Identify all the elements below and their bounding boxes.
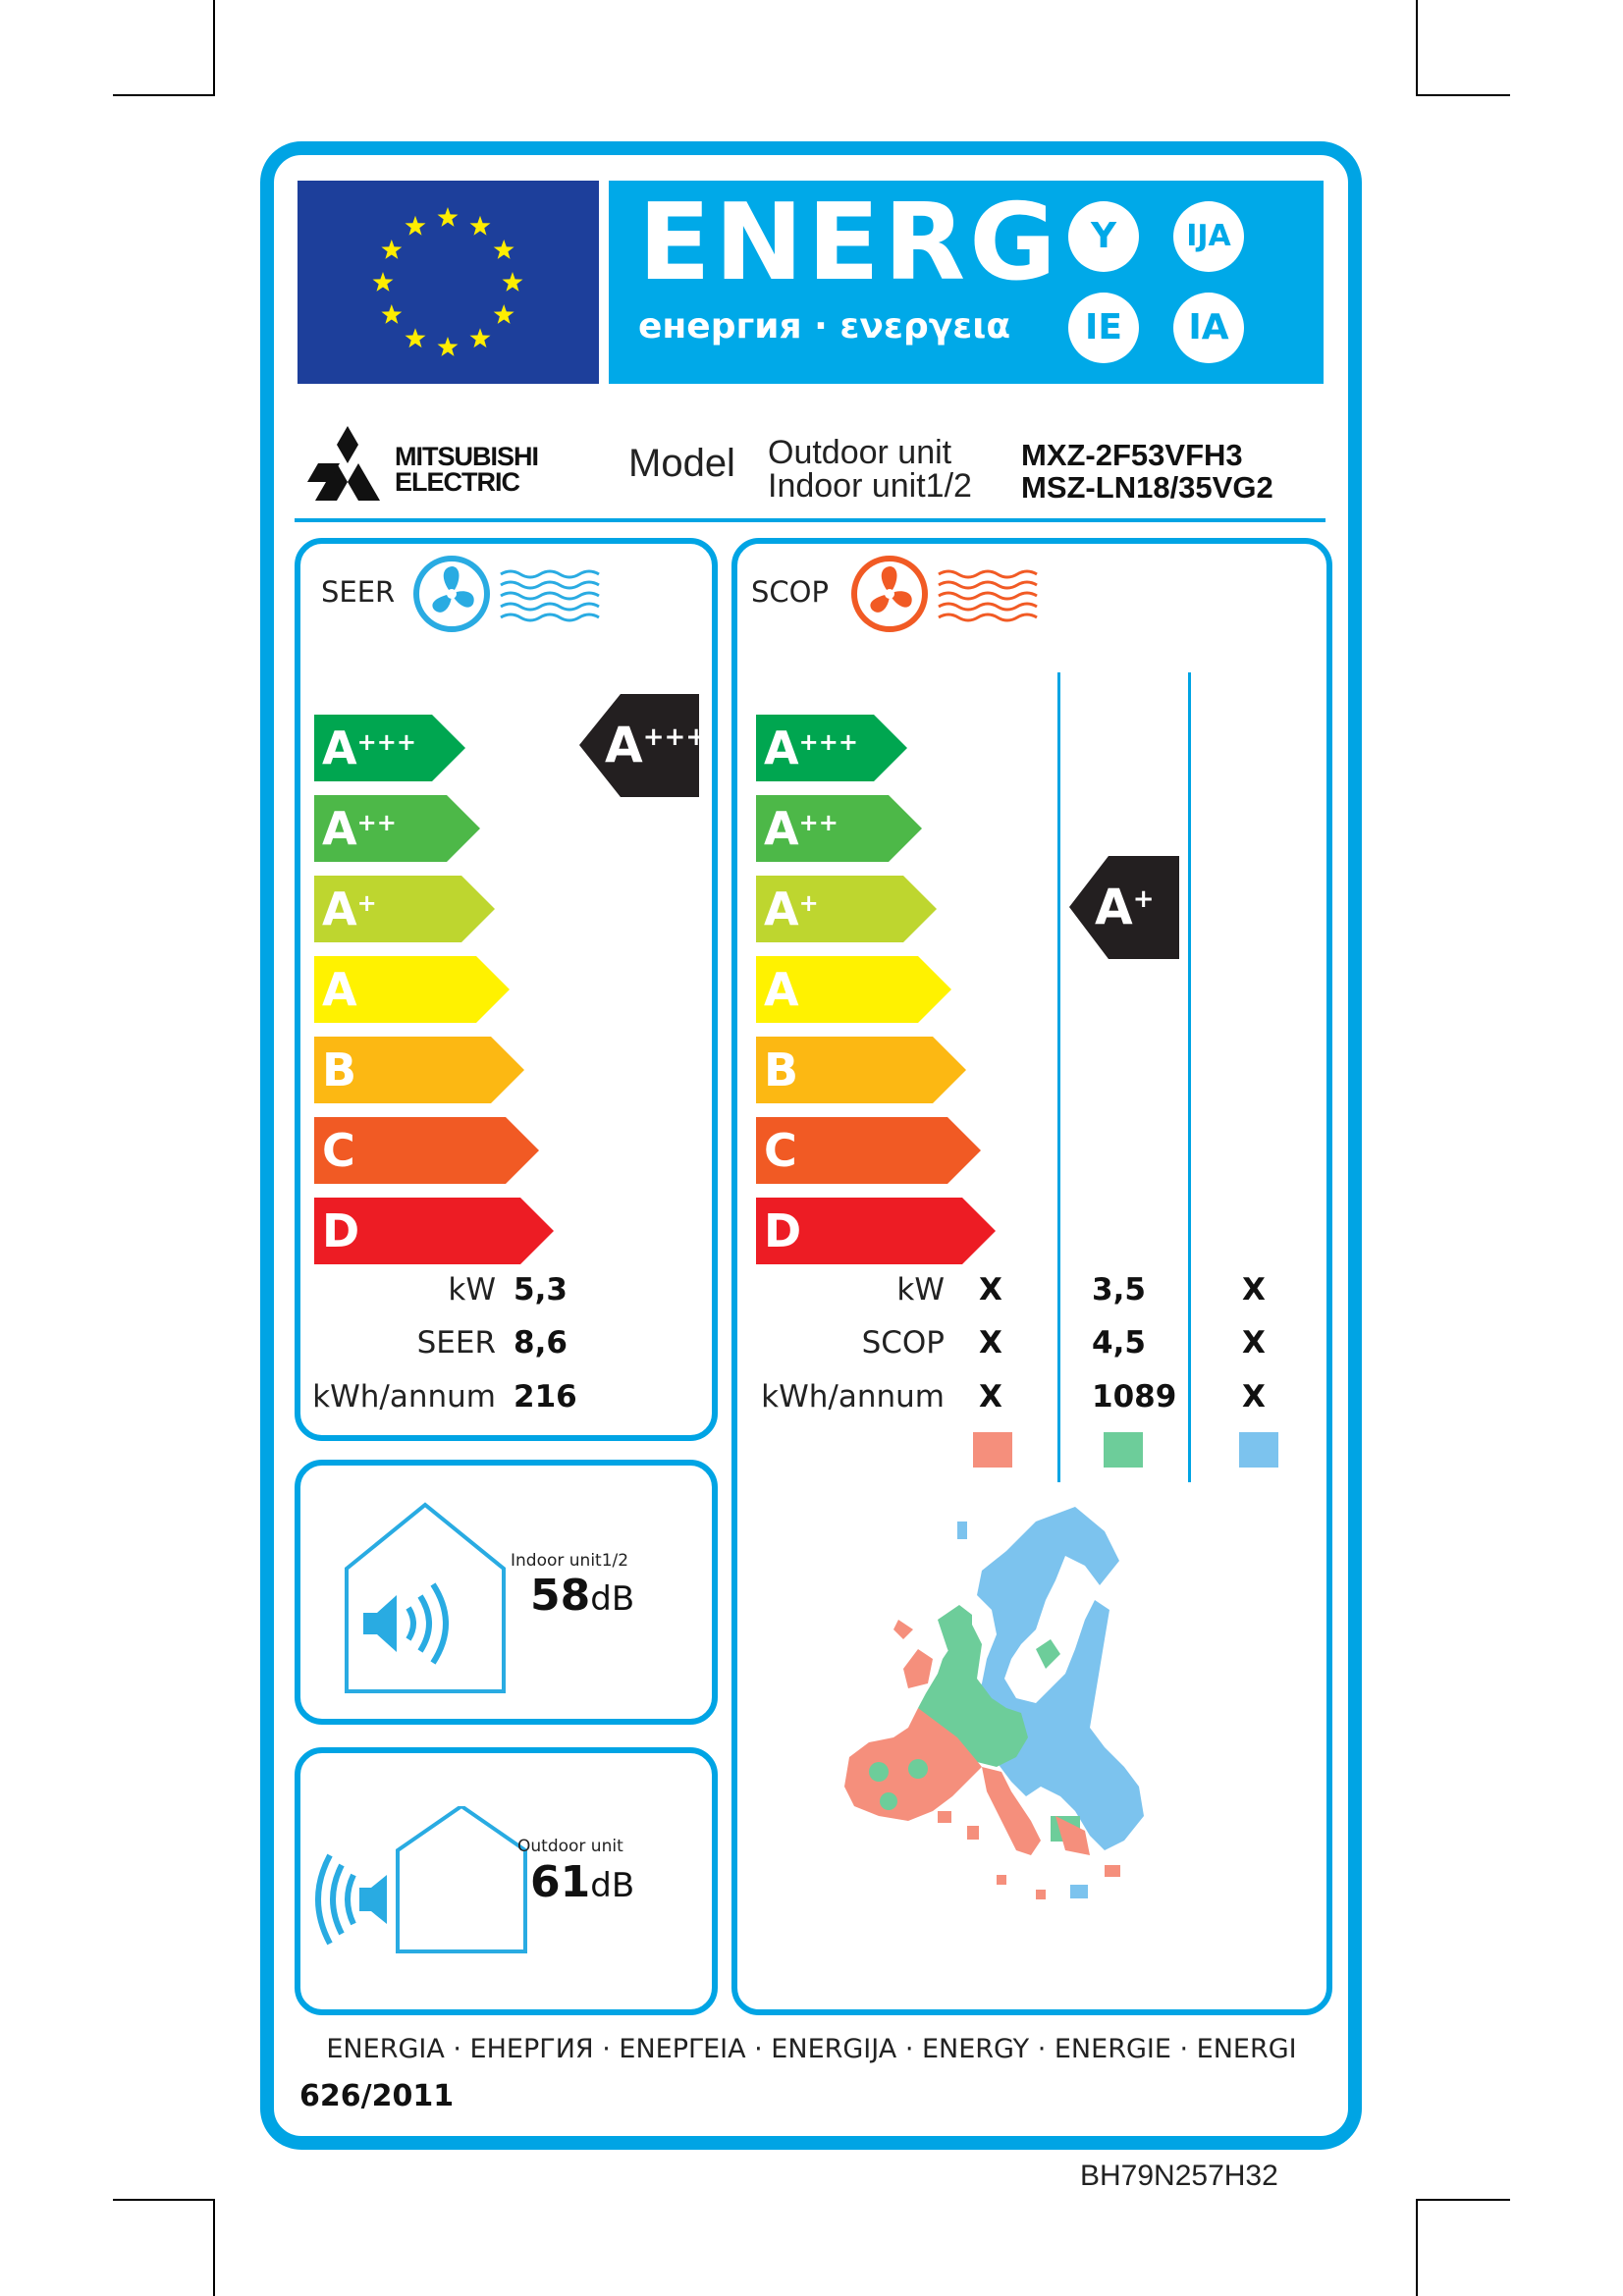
seer-class-base: A	[605, 717, 643, 774]
seer-scale-bar	[314, 715, 465, 781]
eu-star-icon	[470, 216, 491, 236]
eu-star-icon	[406, 216, 426, 236]
seer-scale-bar	[314, 956, 510, 1023]
scop-scale-bar	[756, 956, 951, 1023]
scop-class-base: A	[1095, 879, 1133, 935]
heat-row-value: X	[1242, 1325, 1266, 1361]
scop-scale-label: A	[764, 963, 799, 1016]
cool-row-label: kWh/annum	[312, 1379, 496, 1415]
heat-row-label: kW	[896, 1272, 945, 1308]
heat-row-value: X	[979, 1325, 1002, 1361]
crop-mark	[1416, 2199, 1418, 2296]
suffix-bubble: IJA	[1173, 201, 1244, 272]
indoor-noise-label: Indoor unit1/2	[511, 1551, 629, 1571]
heat-row-label: kWh/annum	[761, 1379, 945, 1415]
heat-row-value: 1089	[1092, 1379, 1177, 1415]
scop-scale-bar	[756, 795, 922, 862]
heat-row-label: SCOP	[861, 1325, 945, 1361]
seer-scale-bar	[314, 1117, 539, 1184]
seer-scale-label: D	[322, 1204, 360, 1257]
eu-star-icon	[373, 272, 394, 292]
scop-scale-bar	[756, 715, 907, 781]
fan-heating-icon	[850, 553, 1042, 639]
cool-row-label: kW	[448, 1272, 496, 1308]
outdoor-noise-unit: dB	[590, 1866, 635, 1905]
outdoor-model: MXZ-2F53VFH3	[1021, 438, 1243, 472]
scop-title: SCOP	[751, 575, 829, 609]
eu-star-icon	[381, 240, 402, 259]
heat-row-value: X	[979, 1379, 1002, 1415]
heat-row-value: X	[1242, 1272, 1266, 1308]
crop-mark	[1416, 0, 1418, 96]
cool-row-label: SEER	[416, 1325, 496, 1361]
brand-line1: MITSUBISHI	[395, 442, 539, 471]
crop-mark	[113, 2199, 215, 2201]
scop-scale-bar	[756, 876, 937, 942]
suffix-bubble: IE	[1068, 293, 1139, 363]
column-divider	[1188, 672, 1191, 1482]
scop-scale-label: C	[764, 1124, 797, 1177]
scop-scale-label: A++	[764, 802, 839, 855]
indoor-noise-unit: dB	[590, 1579, 635, 1619]
indoor-unit-label: Indoor unit1/2	[768, 467, 972, 505]
scop-scale-label: D	[764, 1204, 802, 1257]
cool-row-value: 8,6	[514, 1325, 568, 1361]
outdoor-noise-value	[530, 1857, 634, 1907]
scop-scale-label: A+	[764, 882, 819, 935]
scop-scale-label: A+++	[764, 721, 858, 774]
heat-row-value: 4,5	[1092, 1325, 1146, 1361]
seer-scale-label: A+++	[322, 721, 416, 774]
outdoor-noise-label: Outdoor unit	[517, 1837, 623, 1856]
eu-star-icon	[470, 328, 491, 347]
scop-scale-bar	[756, 1117, 981, 1184]
crop-mark	[113, 94, 215, 96]
cool-row-value: 216	[514, 1379, 577, 1415]
seer-scale-label: B	[322, 1043, 357, 1096]
seer-scale-label: A	[322, 963, 357, 1016]
model-label: Model	[628, 442, 735, 485]
heat-row-value: 3,5	[1092, 1272, 1146, 1308]
seer-scale-label: A+	[322, 882, 377, 935]
suffix-bubble: IA	[1173, 293, 1244, 363]
scop-scale-bar	[756, 1037, 966, 1103]
seer-scale-bar	[314, 1037, 524, 1103]
seer-class-sup: +++	[642, 722, 708, 752]
indoor-noise-value	[530, 1571, 634, 1621]
outdoor-house-speaker-icon	[314, 1806, 530, 1957]
seer-scale-label: C	[322, 1124, 355, 1177]
energy-subtitle: енергия · ενεργεια	[638, 306, 1011, 347]
scop-scale-label: B	[764, 1043, 799, 1096]
scop-class-sup: +	[1132, 884, 1155, 914]
indoor-noise-number: 58	[530, 1571, 591, 1621]
outdoor-noise-number: 61	[530, 1857, 591, 1907]
brand-line2: ELECTRIC	[395, 467, 519, 497]
eu-star-icon	[494, 304, 514, 324]
seer-class-indicator	[579, 694, 708, 797]
eu-star-icon	[438, 207, 459, 227]
crop-mark	[213, 2199, 215, 2296]
eu-flag-icon	[298, 181, 599, 384]
seer-title: SEER	[321, 575, 396, 609]
indoor-model: MSZ-LN18/35VG2	[1021, 470, 1273, 505]
scop-class-indicator	[1069, 856, 1179, 959]
header-divider	[295, 518, 1325, 522]
zone-colder-swatch	[973, 1432, 1012, 1468]
seer-scale-bar	[314, 876, 495, 942]
seer-scale-bar	[314, 1198, 554, 1264]
crop-mark	[1416, 2199, 1510, 2201]
eu-star-icon	[406, 328, 426, 347]
crop-mark	[1416, 94, 1510, 96]
zone-warmer-swatch	[1239, 1432, 1278, 1468]
crop-mark	[213, 0, 215, 96]
suffix-bubble: Y	[1068, 201, 1139, 272]
heat-row-value: X	[1242, 1379, 1266, 1415]
eu-star-icon	[438, 337, 459, 356]
fan-cooling-icon	[412, 553, 604, 639]
label-code: BH79N257H32	[1080, 2160, 1278, 2192]
seer-scale-label: A++	[322, 802, 397, 855]
zone-average-swatch	[1104, 1432, 1143, 1468]
indoor-house-speaker-icon	[342, 1500, 509, 1700]
europe-climate-map-icon	[810, 1502, 1262, 2006]
outdoor-unit-label: Outdoor unit	[768, 434, 952, 471]
languages-footer: ENERGIA · ЕНЕРГИЯ · ΕΝΕΡΓΕΙΑ · ENERGIJA · ENERGY · ENERGIE · ENERGI	[326, 2034, 1297, 2064]
column-divider	[1057, 672, 1060, 1482]
eu-star-icon	[503, 272, 523, 292]
seer-scale-bar	[314, 795, 480, 862]
scop-scale-bar	[756, 1198, 996, 1264]
eu-star-icon	[381, 304, 402, 324]
cool-row-value: 5,3	[514, 1272, 568, 1308]
eu-star-icon	[494, 240, 514, 259]
regulation-number: 626/2011	[299, 2079, 455, 2113]
mitsubishi-logo-icon	[307, 426, 388, 505]
energy-title: ENERG	[638, 182, 1060, 304]
heat-row-value: X	[979, 1272, 1002, 1308]
